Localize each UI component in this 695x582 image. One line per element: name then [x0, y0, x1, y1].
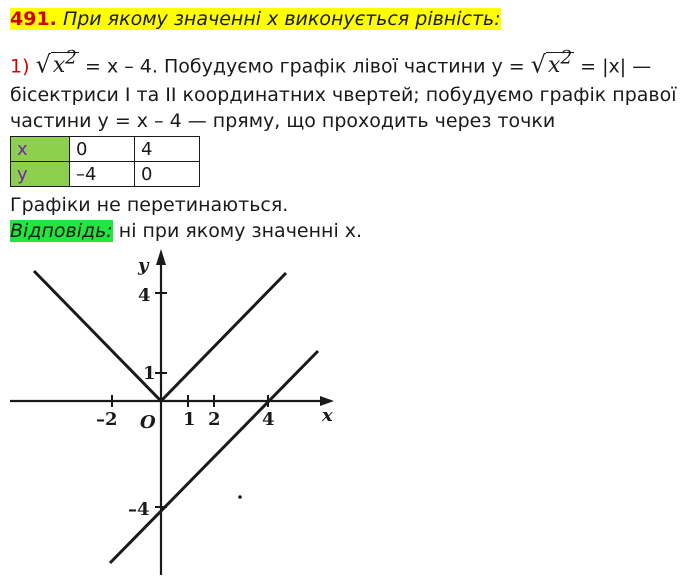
table-row-label-x: x [11, 137, 70, 162]
sqrt-base-2: x [548, 53, 561, 79]
solution-line-3: частини y = x – 4 — пряму, що проходить через точки [10, 110, 556, 132]
answer-line [10, 220, 362, 242]
y-tick-label-neg4: –4 [128, 499, 150, 520]
answer-text: ні при якому значенні x. [118, 220, 363, 242]
table-row-label-y: y [11, 162, 70, 187]
x-tick-label-2: 2 [208, 409, 221, 430]
table-cell: –4 [70, 162, 135, 187]
sqrt-base: x [52, 53, 66, 79]
values-table [10, 136, 200, 187]
origin-label: O [140, 412, 156, 433]
solution-line-2: бісектриси I та II координатних чвертей; побудуємо графік правої [10, 84, 677, 106]
sqrt-power: 2 [65, 48, 77, 69]
problem-header-highlight [10, 8, 501, 30]
x-axis-label: x [322, 405, 333, 426]
table-cell: 0 [70, 137, 135, 162]
table-row [11, 137, 200, 162]
x-tick-label-neg2: –2 [96, 409, 118, 430]
equation-middle: = x – 4. Побудуємо графік лівої частини y = [85, 55, 525, 78]
problem-title: При якому значенні x виконується рівність: [62, 8, 501, 30]
y-tick-label-1: 1 [143, 363, 156, 384]
y-axis-label: y [138, 255, 149, 276]
x-tick-label-1: 1 [183, 409, 196, 430]
answer-label: Відповідь: [10, 220, 113, 242]
conclusion-text: Графіки не перетинаються. [10, 194, 289, 216]
solution-line-1 [10, 48, 651, 78]
sqrt-power-2: 2 [560, 48, 573, 69]
x-tick-label-4: 4 [262, 409, 275, 430]
table-row [11, 162, 200, 187]
sqrt-expression-left: $√x^2$ [35, 48, 77, 79]
problem-number: 491. [10, 8, 57, 30]
problem-header [10, 8, 501, 30]
function-graph [0, 245, 360, 582]
sqrt-expression-right: $√x^2$ [530, 48, 573, 79]
stray-dot [238, 495, 242, 499]
equation-end: = |x| — [580, 55, 652, 78]
table-cell: 4 [135, 137, 200, 162]
y-axis-arrow [156, 249, 166, 265]
table-cell: 0 [135, 162, 200, 187]
item-number: 1) [10, 55, 30, 78]
y-tick-label-4: 4 [138, 285, 151, 306]
